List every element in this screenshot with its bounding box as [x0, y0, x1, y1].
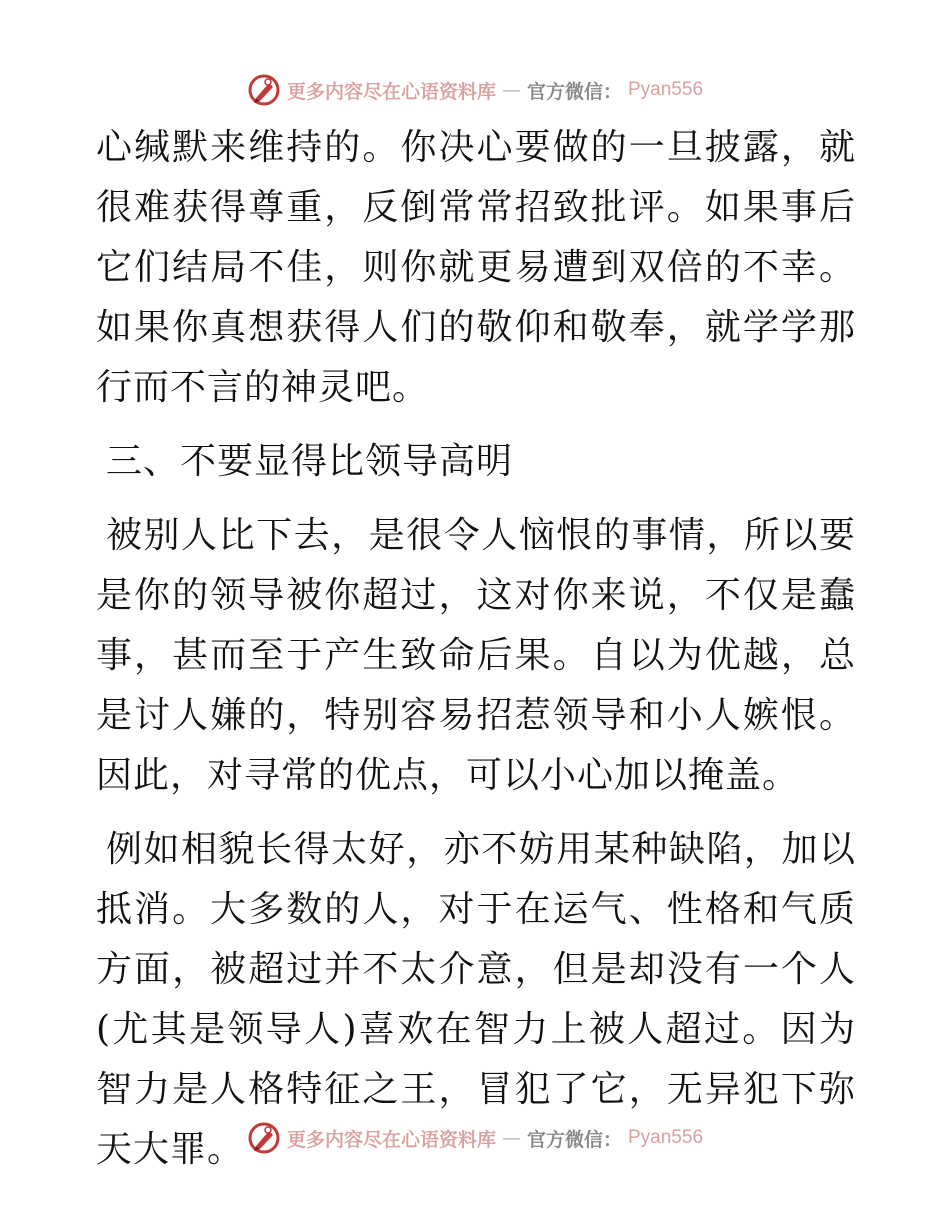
paragraph: 被别人比下去，是很令人恼恨的事情，所以要是你的领导被你超过，这对你来说，不仅是蠢事，甚而至于产生致命后果。自以为优越，总是讨人嫌的，特别容易招惹领导和小人嫉恨。因此，对寻常的优点，可以小心加以掩盖。 — [96, 515, 856, 796]
banner-main-text: 更多内容尽在心语资料库 — [286, 1128, 496, 1151]
section-heading: 三、不要显得比领导高明 — [106, 441, 514, 482]
banner-main-text: 更多内容尽在心语资料库 — [286, 80, 496, 103]
banner-wechat-label: 官方微信： — [526, 1128, 622, 1151]
document-body — [96, 118, 856, 1180]
pen-in-circle-icon — [247, 73, 281, 107]
paragraph: 例如相貌长得太好，亦不妨用某种缺陷，加以抵消。大多数的人，对于在运气、性格和气质方面，被超过并不太介意，但是却没有一个人(尤其是领导人)喜欢在智力上被人超过。因为智力是人格特征之王，冒犯了它，无异犯下弥天大罪。 — [96, 829, 856, 1170]
pen-in-circle-icon — [247, 1121, 281, 1155]
header-banner — [0, 70, 950, 110]
banner-wechat-id: Pyan556 — [628, 1127, 704, 1148]
banner-dash: — — [501, 79, 521, 101]
footer-banner — [0, 1118, 950, 1158]
banner-wechat-label: 官方微信： — [526, 80, 622, 103]
banner-dash: — — [501, 1127, 521, 1149]
paragraph-continued: 心缄默来维持的。你决心要做的一旦披露，就很难获得尊重，反倒常常招致批评。如果事后它们结局不佳，则你就更易遭到双倍的不幸。如果你真想获得人们的敬仰和敬奉，就学学那行而不言的神灵吧。 — [96, 127, 856, 408]
banner-wechat-id: Pyan556 — [628, 79, 704, 100]
